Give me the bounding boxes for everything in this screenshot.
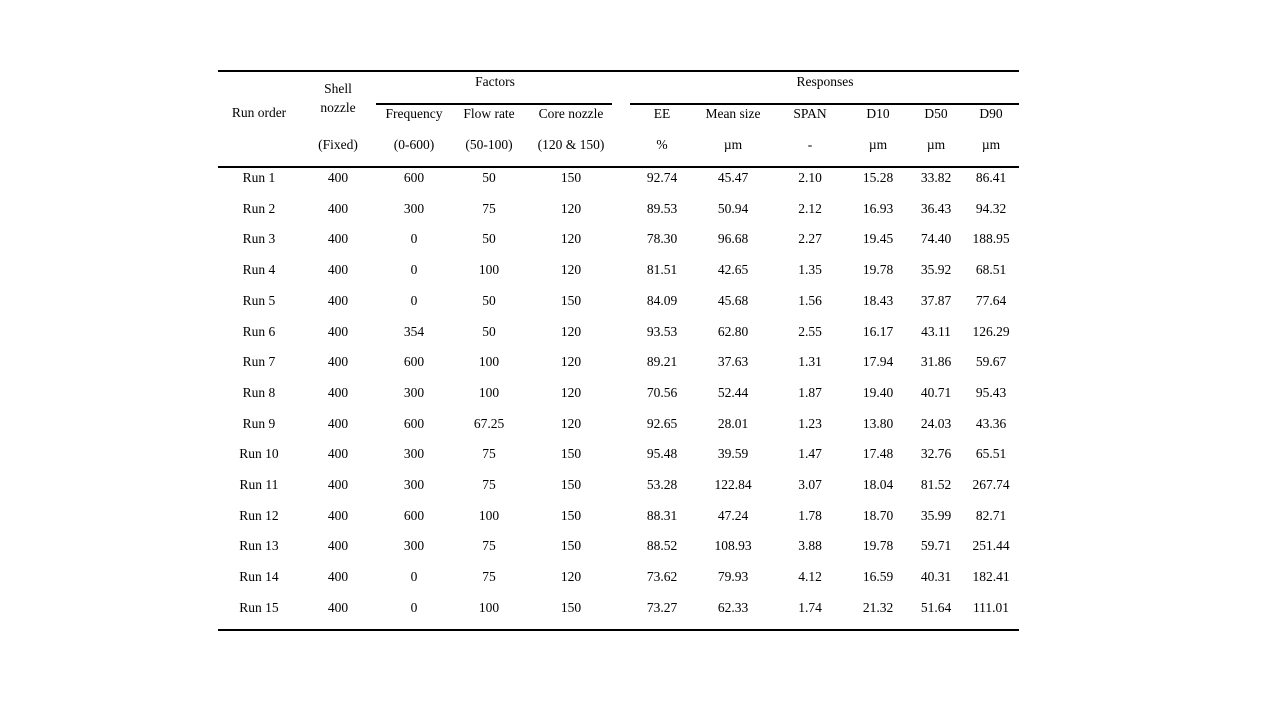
cell-run-order: Run 13 — [239, 538, 279, 554]
cell-ee: 70.56 — [646, 384, 678, 400]
cell-d90: 188.95 — [972, 231, 1010, 247]
cell-run-order: Run 2 — [242, 200, 276, 216]
cell-mean-size: 39.59 — [717, 446, 749, 462]
cell-core-nozzle: 150 — [560, 170, 582, 185]
cell-d90: 43.36 — [975, 415, 1007, 431]
cell-shell-nozzle: 400 — [327, 538, 349, 554]
header-responses: Responses — [796, 74, 854, 89]
cell-d50: 35.99 — [920, 507, 952, 523]
cell-d10: 18.04 — [862, 477, 894, 492]
cell-mean-size: 62.33 — [717, 599, 749, 615]
cell-d90: 182.41 — [972, 569, 1010, 585]
header-d90: D90 — [979, 106, 1003, 121]
cell-ee: 95.48 — [646, 446, 678, 462]
cell-d10: 19.45 — [862, 231, 894, 247]
cell-d50: 81.52 — [920, 477, 952, 492]
cell-run-order: Run 12 — [239, 507, 279, 523]
cell-flow-rate: 50 — [482, 231, 496, 247]
cell-shell-nozzle: 400 — [327, 446, 349, 462]
cell-d50: 35.92 — [920, 262, 952, 278]
cell-frequency: 0 — [410, 262, 418, 278]
header-run-order: Run order — [231, 105, 287, 120]
cell-ee: 92.74 — [646, 170, 678, 185]
cell-d50: 24.03 — [920, 415, 952, 431]
cell-mean-size: 79.93 — [717, 569, 749, 585]
cell-ee: 73.62 — [646, 569, 678, 585]
cell-d10: 17.48 — [862, 446, 894, 462]
cell-core-nozzle: 150 — [560, 292, 582, 308]
cell-d90: 77.64 — [975, 292, 1007, 308]
cell-d10: 18.43 — [862, 292, 894, 308]
cell-span: 1.56 — [798, 292, 822, 308]
data-table — [218, 70, 1019, 631]
cell-mean-size: 62.80 — [717, 323, 749, 339]
header-span: SPAN — [793, 106, 827, 121]
cell-mean-size: 45.68 — [717, 292, 749, 308]
cell-d10: 16.59 — [862, 569, 894, 585]
cell-frequency: 300 — [403, 538, 425, 554]
cell-frequency: 600 — [403, 354, 425, 370]
cell-flow-rate: 100 — [478, 354, 500, 370]
cell-shell-nozzle: 400 — [327, 200, 349, 216]
cell-core-nozzle: 150 — [560, 538, 582, 554]
cell-d90: 65.51 — [975, 446, 1007, 462]
cell-run-order: Run 7 — [242, 354, 276, 370]
cell-span: 3.88 — [798, 538, 822, 554]
header-d50-unit: µm — [926, 137, 946, 152]
cell-run-order: Run 4 — [242, 262, 276, 278]
cell-core-nozzle: 120 — [560, 262, 582, 278]
cell-shell-nozzle: 400 — [327, 384, 349, 400]
cell-mean-size: 108.93 — [714, 538, 752, 554]
cell-shell-nozzle: 400 — [327, 292, 349, 308]
cell-core-nozzle: 150 — [560, 477, 582, 492]
cell-flow-rate: 100 — [478, 599, 500, 615]
cell-d90: 59.67 — [975, 354, 1007, 370]
cell-d50: 74.40 — [920, 231, 952, 247]
header-core-nozzle-range: (120 & 150) — [537, 137, 605, 152]
cell-ee: 81.51 — [646, 262, 678, 278]
cell-shell-nozzle: 400 — [327, 415, 349, 431]
cell-ee: 88.52 — [646, 538, 678, 554]
cell-frequency: 354 — [403, 323, 425, 339]
header-d10-unit: µm — [868, 137, 888, 152]
cell-d90: 94.32 — [975, 200, 1007, 216]
header-mean-size: Mean size — [705, 106, 761, 121]
cell-ee: 93.53 — [646, 323, 678, 339]
cell-d90: 86.41 — [975, 170, 1007, 185]
cell-flow-rate: 100 — [478, 384, 500, 400]
cell-span: 1.31 — [798, 354, 822, 370]
cell-d50: 32.76 — [920, 446, 952, 462]
bottom-rule — [218, 629, 1019, 631]
cell-ee: 73.27 — [646, 599, 678, 615]
cell-d50: 36.43 — [920, 200, 952, 216]
header-d50: D50 — [924, 106, 948, 121]
cell-d50: 59.71 — [920, 538, 952, 554]
cell-mean-size: 45.47 — [717, 170, 749, 185]
cell-span: 1.87 — [798, 384, 822, 400]
cell-run-order: Run 6 — [242, 323, 276, 339]
cell-run-order: Run 15 — [239, 599, 279, 615]
cell-core-nozzle: 120 — [560, 415, 582, 431]
header-ee-unit: % — [656, 137, 668, 152]
cell-core-nozzle: 120 — [560, 323, 582, 339]
cell-flow-rate: 67.25 — [473, 415, 505, 431]
cell-d10: 19.78 — [862, 538, 894, 554]
cell-d50: 33.82 — [920, 170, 952, 185]
cell-span: 1.47 — [798, 446, 822, 462]
cell-run-order: Run 14 — [239, 569, 279, 585]
cell-d50: 31.86 — [920, 354, 952, 370]
cell-frequency: 600 — [403, 507, 425, 523]
cell-d90: 111.01 — [972, 599, 1010, 615]
cell-flow-rate: 75 — [482, 569, 496, 585]
cell-core-nozzle: 150 — [560, 446, 582, 462]
header-span-unit: - — [807, 137, 813, 152]
cell-run-order: Run 8 — [242, 384, 276, 400]
header-flow-rate: Flow rate — [463, 106, 515, 121]
cell-d10: 19.78 — [862, 262, 894, 278]
header-shell-nozzle: Shell nozzle — [320, 81, 356, 115]
cell-d90: 82.71 — [975, 507, 1007, 523]
cell-span: 1.35 — [798, 262, 822, 278]
cell-span: 2.55 — [798, 323, 822, 339]
cell-shell-nozzle: 400 — [327, 569, 349, 585]
header-frequency: Frequency — [385, 106, 443, 121]
cell-shell-nozzle: 400 — [327, 599, 349, 615]
cell-span: 2.10 — [798, 170, 822, 185]
cell-flow-rate: 50 — [482, 292, 496, 308]
cell-shell-nozzle: 400 — [327, 323, 349, 339]
cell-flow-rate: 50 — [482, 170, 496, 185]
cell-d50: 43.11 — [921, 323, 951, 339]
cell-span: 1.23 — [798, 415, 822, 431]
cell-shell-nozzle: 400 — [327, 507, 349, 523]
cell-run-order: Run 10 — [239, 446, 279, 462]
cell-frequency: 300 — [403, 477, 425, 492]
top-rule — [218, 70, 1019, 72]
cell-d10: 18.70 — [862, 507, 894, 523]
cell-ee: 53.28 — [646, 477, 678, 492]
cell-d10: 13.80 — [862, 415, 894, 431]
header-core-nozzle: Core nozzle — [538, 106, 604, 121]
cell-d90: 95.43 — [975, 384, 1007, 400]
header-flow-rate-range: (50-100) — [465, 137, 513, 152]
cell-d10: 16.93 — [862, 200, 894, 216]
cell-run-order: Run 1 — [242, 170, 276, 185]
cell-ee: 84.09 — [646, 292, 678, 308]
cell-flow-rate: 100 — [478, 262, 500, 278]
cell-run-order: Run 3 — [242, 231, 276, 247]
header-factors: Factors — [475, 74, 515, 89]
cell-shell-nozzle: 400 — [327, 354, 349, 370]
cell-run-order: Run 11 — [239, 477, 279, 492]
cell-d50: 51.64 — [920, 599, 952, 615]
cell-frequency: 0 — [410, 231, 418, 247]
cell-flow-rate: 75 — [482, 538, 496, 554]
header-shell-nozzle-note: (Fixed) — [318, 137, 358, 152]
cell-frequency: 300 — [403, 200, 425, 216]
cell-d90: 68.51 — [975, 262, 1007, 278]
cell-d10: 17.94 — [862, 354, 894, 370]
cell-core-nozzle: 120 — [560, 384, 582, 400]
cell-core-nozzle: 150 — [560, 507, 582, 523]
cell-mean-size: 52.44 — [717, 384, 749, 400]
cell-ee: 78.30 — [646, 231, 678, 247]
cell-mean-size: 122.84 — [714, 477, 752, 492]
header-d10: D10 — [866, 106, 890, 121]
cell-d10: 15.28 — [862, 170, 894, 185]
cell-ee: 89.53 — [646, 200, 678, 216]
cell-span: 3.07 — [798, 477, 822, 492]
cell-d50: 40.31 — [920, 569, 952, 585]
cell-frequency: 0 — [410, 569, 418, 585]
cell-flow-rate: 75 — [482, 446, 496, 462]
cell-flow-rate: 50 — [482, 323, 496, 339]
cell-d10: 21.32 — [862, 599, 894, 615]
cell-flow-rate: 75 — [482, 200, 496, 216]
header-d90-unit: µm — [981, 137, 1001, 152]
cell-run-order: Run 9 — [242, 415, 276, 431]
cell-core-nozzle: 150 — [560, 599, 582, 615]
cell-core-nozzle: 120 — [560, 231, 582, 247]
cell-span: 2.27 — [798, 231, 822, 247]
cell-d50: 37.87 — [920, 292, 952, 308]
header-ee: EE — [653, 106, 671, 121]
cell-d90: 267.74 — [972, 477, 1010, 492]
cell-d90: 251.44 — [972, 538, 1010, 554]
cell-mean-size: 50.94 — [717, 200, 749, 216]
cell-frequency: 300 — [403, 384, 425, 400]
cell-flow-rate: 75 — [482, 477, 496, 492]
cell-frequency: 600 — [403, 170, 425, 185]
cell-shell-nozzle: 400 — [327, 262, 349, 278]
responses-underline — [630, 103, 1019, 105]
header-bottom-rule — [218, 166, 1019, 168]
cell-d10: 19.40 — [862, 384, 894, 400]
cell-mean-size: 96.68 — [717, 231, 749, 247]
cell-span: 1.74 — [798, 599, 822, 615]
cell-shell-nozzle: 400 — [327, 170, 349, 185]
cell-mean-size: 28.01 — [717, 415, 749, 431]
cell-ee: 89.21 — [646, 354, 678, 370]
cell-frequency: 600 — [403, 415, 425, 431]
cell-span: 2.12 — [798, 200, 822, 216]
header-frequency-range: (0-600) — [393, 137, 435, 152]
cell-span: 4.12 — [798, 569, 822, 585]
cell-mean-size: 42.65 — [717, 262, 749, 278]
cell-mean-size: 37.63 — [717, 354, 749, 370]
cell-span: 1.78 — [798, 507, 822, 523]
cell-shell-nozzle: 400 — [327, 231, 349, 247]
cell-mean-size: 47.24 — [717, 507, 749, 523]
cell-core-nozzle: 120 — [560, 569, 582, 585]
cell-flow-rate: 100 — [478, 507, 500, 523]
cell-ee: 92.65 — [646, 415, 678, 431]
cell-core-nozzle: 120 — [560, 354, 582, 370]
cell-frequency: 0 — [410, 599, 418, 615]
cell-d90: 126.29 — [972, 323, 1010, 339]
factors-underline — [376, 103, 612, 105]
cell-ee: 88.31 — [646, 507, 678, 523]
cell-frequency: 0 — [410, 292, 418, 308]
cell-run-order: Run 5 — [242, 292, 276, 308]
cell-d50: 40.71 — [920, 384, 952, 400]
header-mean-size-unit: µm — [723, 137, 743, 152]
cell-d10: 16.17 — [862, 323, 894, 339]
cell-frequency: 300 — [403, 446, 425, 462]
cell-shell-nozzle: 400 — [327, 477, 349, 492]
cell-core-nozzle: 120 — [560, 200, 582, 216]
